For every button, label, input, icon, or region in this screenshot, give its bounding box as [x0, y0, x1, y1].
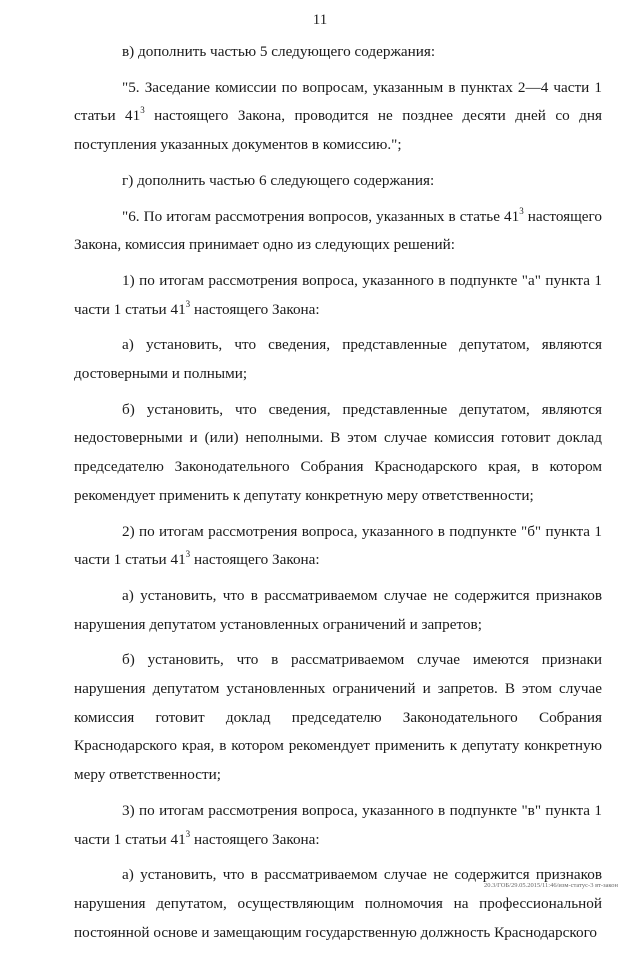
paragraph	[74, 74, 602, 160]
paragraph-text: настоящего Закона:	[190, 300, 320, 318]
paragraph	[74, 797, 602, 854]
superscript: 3	[140, 105, 145, 116]
paragraph-text: г) дополнить частью 6 следующего содержания:	[122, 171, 435, 189]
paragraph-text: "5. Заседание комиссии по вопросам, указанным в пунктах 2—4 части 1 статьи 41	[74, 78, 602, 125]
paragraph	[74, 267, 602, 324]
document-footer-code: 20.3/ГОБ/29.05.2015/11:46/изм-статус-3 вт-закон	[483, 882, 618, 889]
paragraph-text: настоящего Закона:	[190, 830, 320, 848]
paragraph	[74, 203, 602, 260]
paragraph-text: а) установить, что сведения, представленные депутатом, являются достоверными и полными;	[74, 336, 602, 383]
paragraph-text: 1) по итогам рассмотрения вопроса, указанного в подпункте "а" пункта 1 части 1 статьи 41	[74, 271, 602, 318]
paragraph	[74, 167, 602, 196]
paragraph	[74, 861, 602, 947]
paragraph-text: "6. По итогам рассмотрения вопросов, указанных в статье 41	[122, 207, 520, 225]
paragraph	[74, 331, 602, 388]
paragraph	[74, 38, 602, 67]
paragraph	[74, 582, 602, 639]
paragraph-text: 3) по итогам рассмотрения вопроса, указанного в подпункте "в" пункта 1 части 1 статьи 41	[74, 801, 602, 848]
paragraph-text: а) установить, что в рассматриваемом случае не содержится признаков нарушения депутатом, осуществляющим полномочия на профессиональной постоянной основе и замещающим государственную должность Краснодарского	[74, 866, 602, 941]
paragraph-text: б) установить, что в рассматриваемом случае имеются признаки нарушения депутатом установленных ограничений и запретов. В этом случае комиссия готовит доклад председателю Законодательного Собрания Краснодарского края, в котором рекомендует применить к депутату конкретную меру ответственности;	[74, 651, 602, 784]
paragraph-text: а) установить, что в рассматриваемом случае не содержится признаков нарушения депутатом установленных ограничений и запретов;	[74, 586, 602, 633]
paragraph-text: настоящего Закона, проводится не позднее десяти дней со дня поступления указанных документов в комиссию.";	[74, 107, 602, 154]
superscript: 3	[519, 205, 524, 216]
superscript: 3	[185, 298, 191, 309]
paragraph	[74, 518, 602, 575]
paragraph-text: настоящего Закона, комиссия принимает одно из следующих решений:	[74, 207, 602, 254]
paragraph-text: настоящего Закона:	[190, 551, 320, 569]
superscript: 3	[185, 549, 191, 560]
paragraph-text: в) дополнить частью 5 следующего содержания:	[122, 43, 436, 60]
superscript: 3	[185, 828, 191, 839]
page-number: 11	[312, 12, 328, 28]
paragraph	[74, 396, 602, 511]
paragraph-text: б) установить, что сведения, представленные депутатом, являются недостоверными и (или) неполными. В этом случае комиссия готовит доклад председателю Законодательного Собрания Краснодарского края, в котором рекомендует применить к депутату конкретную меру ответственности;	[74, 400, 602, 504]
paragraph	[74, 646, 602, 790]
document-body	[74, 38, 602, 954]
paragraph-text: 2) по итогам рассмотрения вопроса, указанного в подпункте "б" пункта 1 части 1 статьи 41	[74, 522, 602, 569]
